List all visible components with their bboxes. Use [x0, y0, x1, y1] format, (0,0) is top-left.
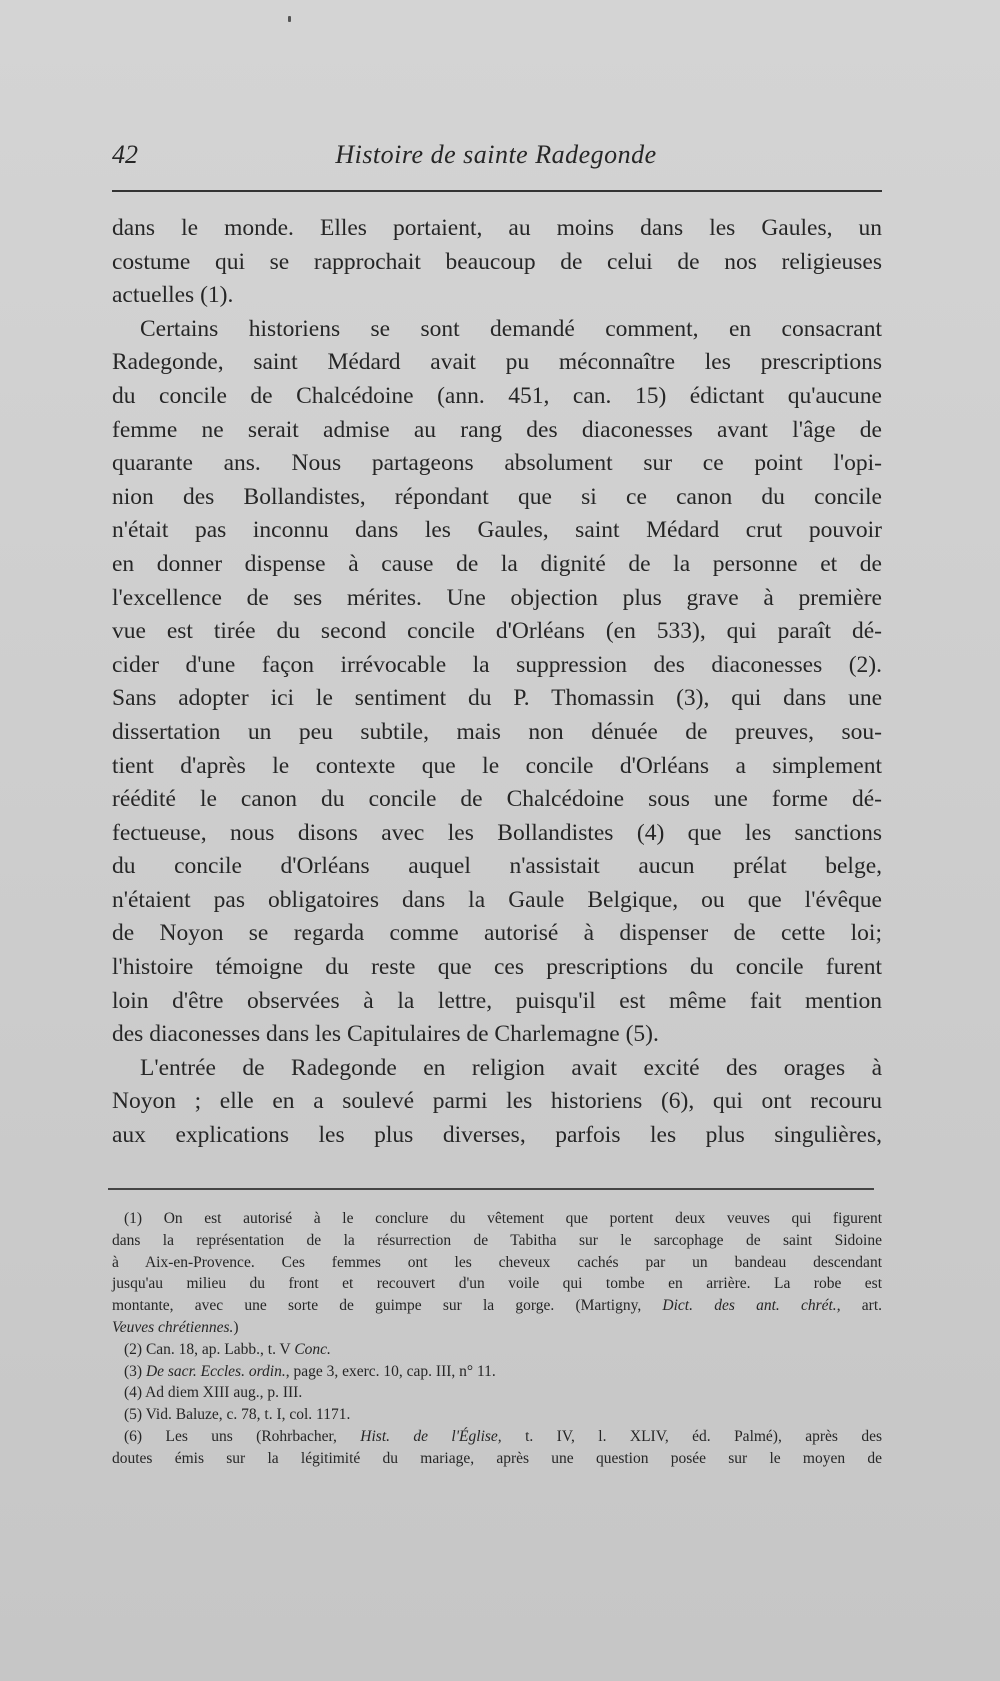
- footnote-6-line: doutes émis sur la légitimité du mariage, après une question posée sur le moyen de: [112, 1449, 882, 1467]
- footnote-6: [112, 1426, 882, 1448]
- body-line: du concile d'Orléans auquel n'assistait aucun prélat belge,: [112, 853, 882, 880]
- footnote-4: (4) Ad diem XIII aug., p. III.: [124, 1384, 303, 1402]
- body-line: en donner dispense à cause de la dignité de la personne et de: [112, 550, 882, 577]
- body-line: n'était pas inconnu dans les Gaules, saint Médard crut pouvoir: [112, 517, 882, 544]
- footnote-6-ref: Hist. de l'Église,: [360, 1427, 502, 1445]
- scan-speck: [288, 16, 291, 22]
- body-line: Radegonde, saint Médard avait pu méconnaître les prescriptions: [112, 349, 882, 376]
- body-line: loin d'être observées à la lettre, puisqu'il est même fait mention: [112, 987, 882, 1014]
- body-line: quarante ans. Nous partageons absolument sur ce point l'opi-: [112, 450, 882, 477]
- body-line: Sans adopter ici le sentiment du P. Thomassin (3), qui dans une: [112, 685, 882, 712]
- body-line: fectueuse, nous disons avec les Bollandistes (4) que les sanctions: [112, 819, 882, 846]
- body-line: femme ne serait admise au rang des diaconesses avant l'âge de: [112, 416, 882, 443]
- body-line: L'entrée de Radegonde en religion avait excité des orages à: [140, 1054, 882, 1081]
- body-line: l'histoire témoigne du reste que ces prescriptions du concile furent: [112, 954, 882, 981]
- body-line: vue est tirée du second concile d'Orléans (en 533), qui paraît dé-: [112, 618, 882, 645]
- footnote-1-line: à Aix-en-Provence. Ces femmes ont les cheveux cachés par un bandeau descendant: [112, 1253, 882, 1271]
- footnote-1-ref: Dict. des ant. chrét.: [662, 1297, 837, 1315]
- body-line: de Noyon se regarda comme autorisé à dispenser de cette loi;: [112, 920, 882, 947]
- body-line: Noyon ; elle en a soulevé parmi les historiens (6), qui ont recouru: [112, 1088, 882, 1115]
- footnote-rule: [108, 1188, 874, 1190]
- body-line: l'excellence de ses mérites. Une objection plus grave à première: [112, 584, 882, 611]
- body-line: tient d'après le contexte que le concile d'Orléans a simplement: [112, 752, 882, 779]
- body-line: du concile de Chalcédoine (ann. 451, can. 15) édictant qu'aucune: [112, 382, 882, 409]
- footnote-2-ref: Conc.: [294, 1340, 331, 1358]
- footnote-3: [112, 1361, 882, 1383]
- footnote-1-line: [112, 1317, 882, 1339]
- footnote-6-tail: t. IV, l. XLIV, éd. Palmé), après des: [501, 1427, 883, 1445]
- body-line: dans le monde. Elles portaient, au moins dans les Gaules, un: [112, 215, 882, 241]
- header-rule: [112, 190, 882, 192]
- body-line: des diaconesses dans les Capitulaires de Charlemagne (5).: [112, 1021, 659, 1048]
- body-text: [112, 212, 882, 1153]
- footnote-2: [112, 1339, 882, 1361]
- footnote-6-text: (6) Les uns (Rohrbacher,: [124, 1427, 361, 1445]
- body-line: n'étaient pas obligatoires dans la Gaule Belgique, ou que l'évêque: [112, 886, 882, 913]
- footnote-5: (5) Vid. Baluze, c. 78, t. I, col. 1171.: [124, 1406, 351, 1424]
- page-number: 42: [112, 140, 138, 169]
- footnote-3-num: (3): [124, 1362, 146, 1380]
- body-line: actuelles (1).: [112, 282, 234, 309]
- footnote-1-ref-tail: , art.: [836, 1297, 882, 1315]
- footnote-1-line: dans la représentation de la résurrection de Tabitha sur le sarcophage de saint Sidoine: [112, 1231, 882, 1249]
- footnote-1-line: [112, 1295, 882, 1317]
- running-title: Histoire de sainte Radegonde: [335, 140, 657, 169]
- page-header: [112, 140, 880, 174]
- footnote-3-ref: De sacr. Eccles. ordin.: [145, 1362, 286, 1380]
- body-line: Certains historiens se sont demandé comment, en consacrant: [140, 315, 882, 342]
- body-line: costume qui se rapprochait beaucoup de celui de nos religieuses: [112, 248, 882, 275]
- body-line: réédité le canon du concile de Chalcédoine sous une forme dé-: [112, 786, 882, 813]
- footnote-1-text: montante, avec une sorte de guimpe sur la gorge. (Martigny,: [112, 1297, 642, 1315]
- footnote-1-line: jusqu'au milieu du front et recouvert d'un voile qui tombe en arrière. La robe est: [112, 1275, 882, 1293]
- footnote-1-line: (1) On est autorisé à le conclure du vêtement que portent deux veuves qui figurent: [124, 1210, 882, 1227]
- footnote-1-article: Veuves chrétiennes.: [112, 1318, 234, 1336]
- footnote-2-text: (2) Can. 18, ap. Labb., t. V: [124, 1340, 295, 1358]
- body-line: dissertation un peu subtile, mais non dénuée de preuves, sou-: [112, 718, 882, 745]
- body-line: nion des Bollandistes, répondant que si ce canon du concile: [112, 483, 882, 510]
- body-line: aux explications les plus diverses, parfois les plus singulières,: [112, 1122, 882, 1149]
- footnote-3-text: , page 3, exerc. 10, cap. III, n° 11.: [285, 1362, 496, 1380]
- body-line: cider d'une façon irrévocable la suppression des diaconesses (2).: [112, 651, 882, 678]
- footnotes: [112, 1208, 882, 1470]
- footnote-1-close: ): [233, 1318, 239, 1336]
